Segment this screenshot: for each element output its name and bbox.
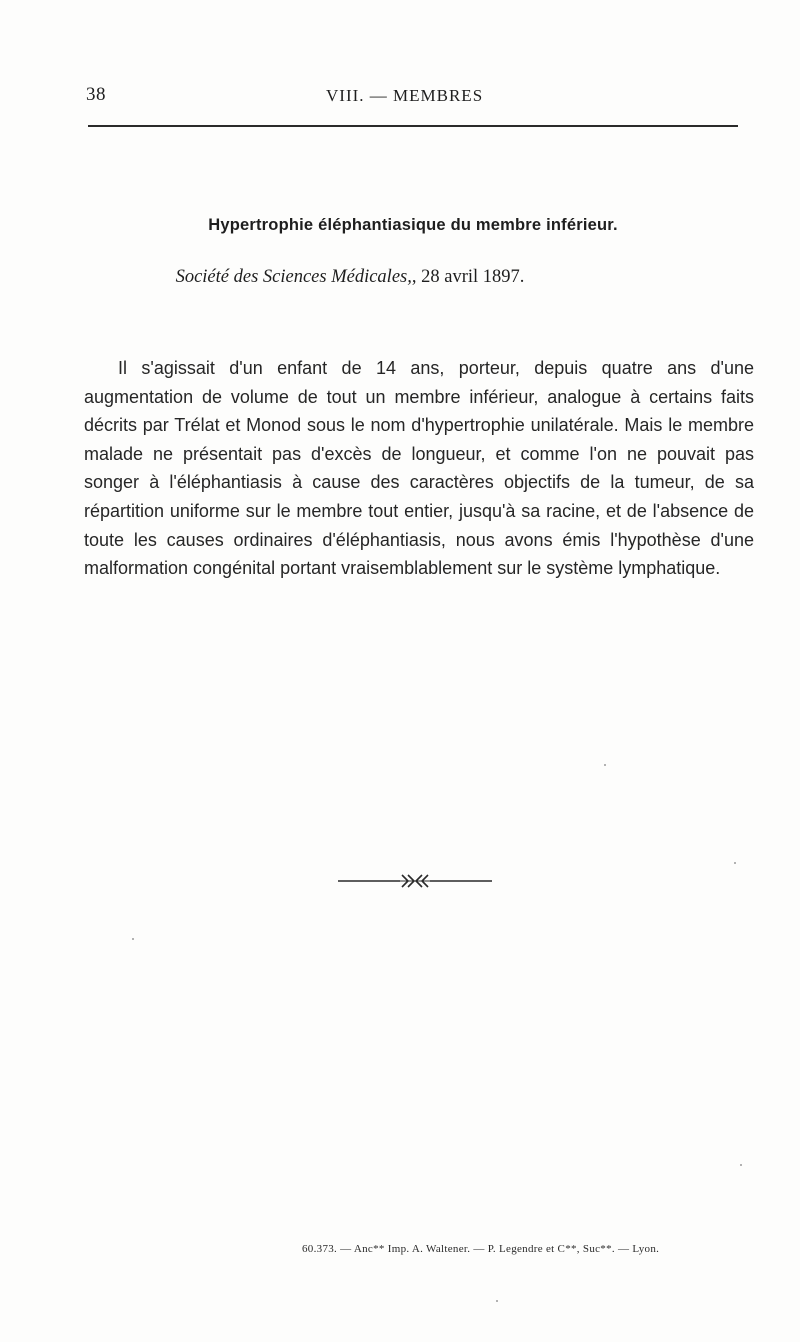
paper-speck [496,1300,498,1302]
printer-imprint: 60.373. — Anc** Imp. A. Waltener. — P. Legendre et C**, Suc**. — Lyon. [302,1243,660,1255]
paper-speck [734,862,736,864]
paper-speck [740,1164,742,1166]
paper-speck [132,938,134,940]
source-line [0,267,700,288]
page-number: 38 [86,84,106,105]
source-date: , 28 avril 1897. [411,267,525,287]
article-title: Hypertrophie éléphantiasique du membre inférieur. [208,216,618,234]
header-rule [88,125,738,127]
source-society: Société des Sciences Médicales, [175,267,412,287]
paper-speck [604,764,606,766]
ornament-rule-icon [338,870,492,892]
body-paragraph: Il s'agissait d'un enfant de 14 ans, porteur, depuis quatre ans d'une augmentation de volume de tout un membre inférieur, analogue à certains faits décrits par Trélat et Monod sous le nom d'hypertrophie unilatérale. Mais le membre malade ne présentait pas d'excès de longueur, et comme l'on ne pouvait pas songer à l'éléphantiasis à cause des caractères objectifs de la tumeur, de sa répartition uniforme sur le membre tout entier, jusqu'à sa racine, et de l'absence de toute les causes ordinaires d'éléphantiasis, nous avons émis l'hypothèse d'une malformation congénital portant vraisemblablement sur le système lymphatique. [84,358,754,579]
running-head: VIII. — MEMBRES [326,86,484,105]
